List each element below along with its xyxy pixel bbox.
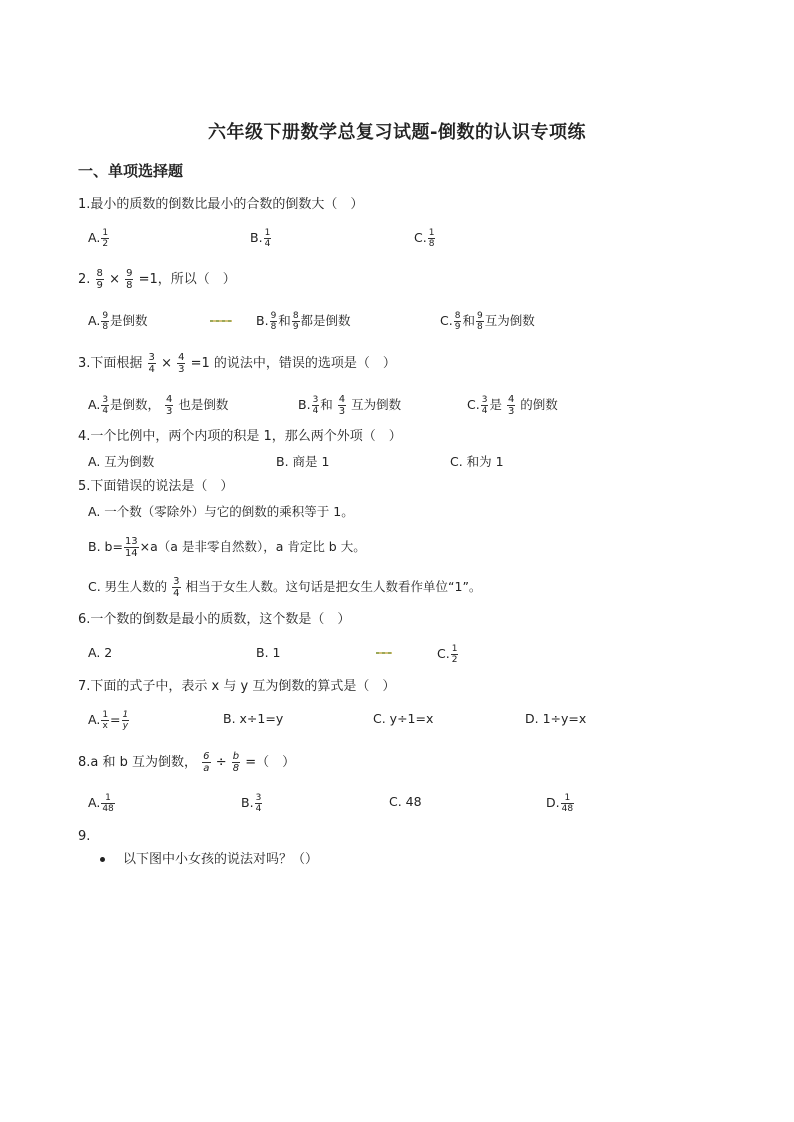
fraction: $\frac{9}{8}$ [126,268,133,291]
section-heading: 一、单项选择题 [78,162,184,180]
q4-option-b[interactable]: B. 商是 1 [276,454,330,469]
fraction: $\frac{6}{a}$ [203,751,210,774]
question-8-stem: 8.a 和 b 互为倒数， $\frac{6}{a}$ ÷ $\frac{b}{8}$ =（ ） [78,751,296,774]
scan-mark [376,652,392,654]
fraction: $\frac{9}{8}$ [476,311,483,332]
fraction: $\frac{4}{3}$ [178,352,185,375]
q5-option-a[interactable]: A. 一个数（零除外）与它的倒数的乘积等于 1。 [88,504,354,519]
question-7-stem: 7.下面的式子中，表示 x 与 y 互为倒数的算式是（ ） [78,679,396,694]
q2-option-c[interactable]: C. $\frac{8}{9}$ 和 $\frac{9}{8}$ 互为倒数 [440,311,535,332]
fraction: $\frac{4}{3}$ [338,394,346,417]
q1-option-c[interactable] [414,228,436,249]
q4-option-a[interactable]: A. 互为倒数 [88,454,155,469]
fraction: $\frac{3}{4}$ [312,395,319,416]
q5-option-b[interactable]: B. b= $\frac{13}{14}$ ×a（a 是非零自然数），a 肯定比 b 大。 [88,536,366,559]
question-6-stem: 6.一个数的倒数是最小的质数，这个数是（ ） [78,612,351,627]
question-5-stem: 5.下面错误的说法是（ ） [78,479,234,494]
q7-option-b[interactable]: B. x÷1=y [223,711,284,726]
fraction: $\frac{3}{4}$ [481,395,488,416]
fraction: $\frac{4}{3}$ [166,394,173,417]
fraction: $\frac{3}{4}$ [148,352,155,375]
fraction: $\frac{3}{4}$ [102,395,109,416]
q5-option-c[interactable]: C. 男生人数的 $\frac{3}{4}$ 相当于女生人数。这句话是把女生人数看作单位“1”。 [88,576,482,599]
fraction: $\frac{1}{8}$ [428,228,435,249]
fraction: $\frac{4}{3}$ [507,394,515,417]
fraction: $\frac{1}{48}$ [102,793,114,814]
q8-option-c[interactable]: C. 48 [389,794,422,809]
fraction: $\frac{9}{8}$ [270,311,277,332]
q7-option-c[interactable]: C. y÷1=x [373,711,434,726]
question-9-bullet: 以下图中小女孩的说法对吗？（） [100,851,318,869]
q7-option-d[interactable]: D. 1÷y=x [525,711,587,726]
q3-option-b[interactable]: B. $\frac{3}{4}$ 和 $\frac{4}{3}$ 互为倒数 [298,394,402,417]
fraction: $\frac{3}{4}$ [173,576,180,599]
fraction: $\frac{1}{4}$ [264,228,271,249]
fraction: $\frac{3}{4}$ [255,793,262,814]
q4-option-c[interactable]: C. 和为 1 [450,454,504,469]
q1-option-b[interactable] [250,228,272,249]
question-4-stem: 4.一个比例中，两个内项的积是 1，那么两个外项（ ） [78,429,402,444]
q7-option-a[interactable]: A. $\frac{1}{x}$ = $\frac{1}{y}$ [88,710,129,731]
fraction: $\frac{1}{48}$ [561,793,574,814]
bullet-icon [100,857,105,862]
q8-option-a[interactable]: A. $\frac{1}{48}$ [88,793,114,814]
fraction: $\frac{1}{2}$ [451,644,458,665]
fraction: $\frac{1}{y}$ [122,710,129,731]
question-3-stem: 3.下面根据 $\frac{3}{4}$ × $\frac{4}{3}$ =1 的说法中，错误的选项是（ ） [78,352,396,375]
q8-option-b[interactable]: B. $\frac{3}{4}$ [241,793,262,814]
fraction: $\frac{8}{9}$ [454,311,461,332]
fraction: $\frac{1}{2}$ [102,228,109,249]
q2-option-a[interactable]: A. $\frac{9}{8}$ 是倒数 [88,311,148,332]
fraction: $\frac{1}{x}$ [102,710,109,731]
q2-option-b[interactable]: B. $\frac{9}{8}$ 和 $\frac{8}{9}$ 都是倒数 [256,311,351,332]
fraction: $\frac{8}{9}$ [292,311,299,332]
option-label: B. [250,230,263,245]
fraction: $\frac{b}{8}$ [232,751,240,774]
option-label: A. [88,230,101,245]
question-2-stem: 2. $\frac{8}{9}$ × $\frac{9}{8}$ =1，所以（ ） [78,268,236,291]
question-1-stem: 1.最小的质数的倒数比最小的合数的倒数大（ ） [78,197,364,212]
q3-option-a[interactable]: A. $\frac{3}{4}$ 是倒数， $\frac{4}{3}$ 也是倒数 [88,394,229,417]
fraction: $\frac{9}{8}$ [102,311,109,332]
page-title: 六年级下册数学总复习试题-倒数的认识专项练 [208,122,586,143]
scan-mark [210,320,232,322]
q3-option-c[interactable]: C. $\frac{3}{4}$ 是 $\frac{4}{3}$ 的倒数 [467,394,558,417]
q1-option-a[interactable] [88,228,110,249]
q6-option-a[interactable]: A. 2 [88,645,113,660]
question-9-number: 9. [78,829,91,844]
option-label: C. [414,230,427,245]
fraction: $\frac{13}{14}$ [124,536,138,559]
q6-option-c[interactable]: C. $\frac{1}{2}$ [437,644,458,665]
q8-option-d[interactable]: D. $\frac{1}{48}$ [546,793,574,814]
q6-option-b[interactable]: B. 1 [256,645,281,660]
fraction: $\frac{8}{9}$ [96,268,103,291]
